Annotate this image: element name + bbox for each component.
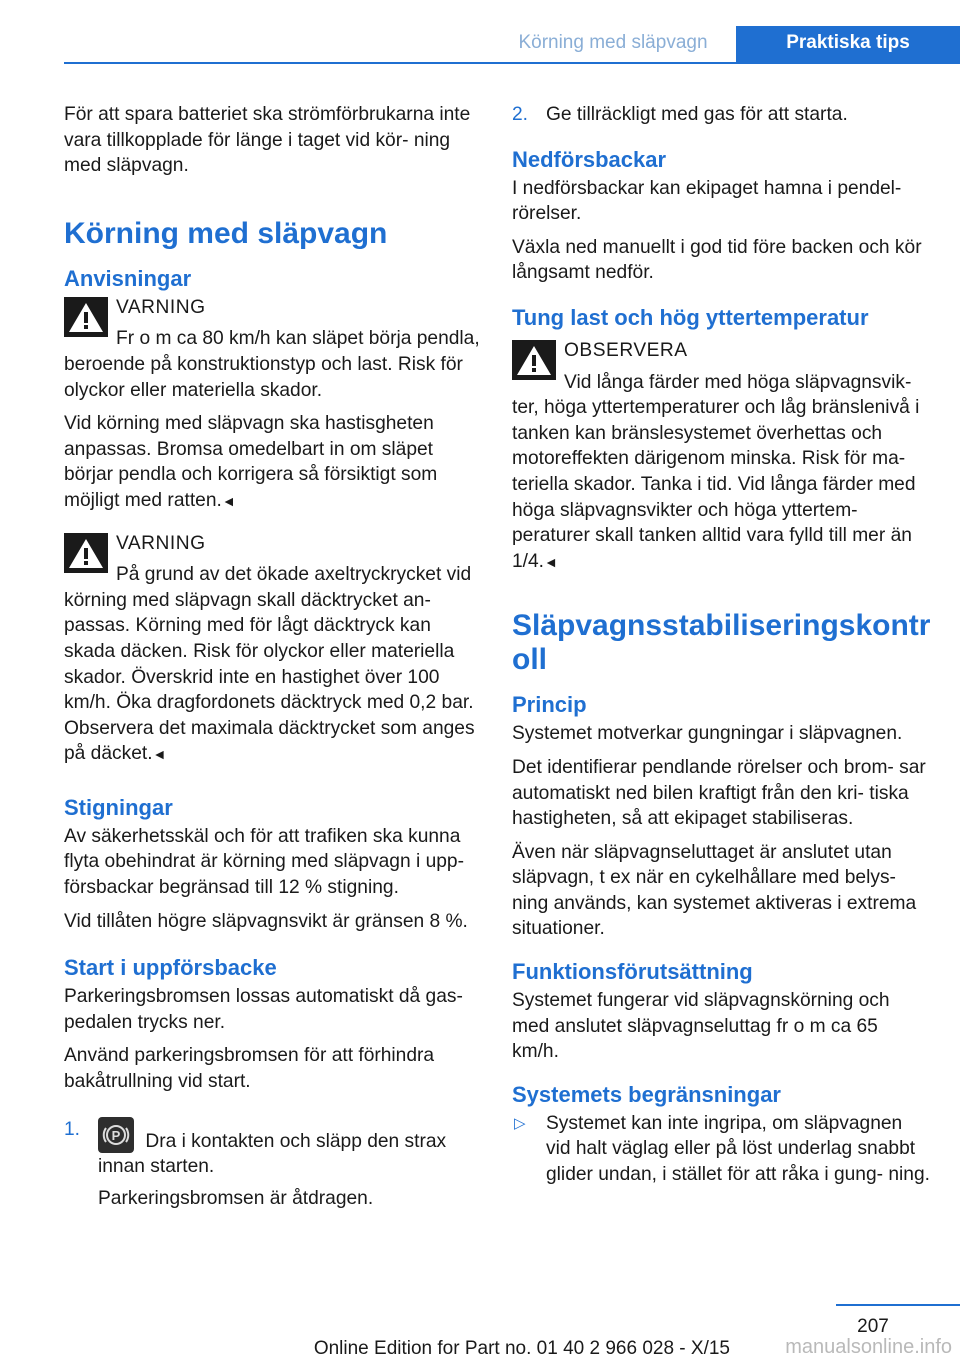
- header-rule: [64, 62, 960, 64]
- step-text: Dra i kontakten och släpp den strax innan starten.: [98, 1130, 447, 1178]
- step-text: Ge tillräckligt med gas för att starta.: [546, 104, 848, 125]
- section-heading: Körning med släpvagn: [64, 216, 388, 250]
- princip-paragraph-2: Det identifierar pendlande rörelser och brom- sar automatiskt ned bilen kraftigt från den kri- tiska hastigheten, så att ekipaget stabiliseras.: [512, 756, 926, 830]
- notice-title: OBSERVERA: [564, 339, 688, 361]
- footer-rule: [836, 1304, 960, 1306]
- subheading-begransningar: Systemets begränsningar: [512, 1081, 781, 1107]
- princip-paragraph-3: Även när släpvagnseluttaget är anslutet utan släpvagn, t ex när en cykelhållare med belys- ning används, kan systemet aktiveras i extrema situationer.: [512, 841, 917, 940]
- header-chapter-tab: Praktiska tips: [736, 26, 960, 64]
- step-number: 1.: [64, 1118, 81, 1140]
- section-heading: Släpvagnsstabiliseringskontr oll: [512, 609, 931, 677]
- watermark-text: manualsonline.info: [785, 1336, 952, 1358]
- princip-paragraph-1: Systemet motverkar gungningar i släpvagnen.: [512, 723, 903, 745]
- subheading-stigningar: Stigningar: [64, 794, 173, 820]
- subheading-start: Start i uppförsbacke: [64, 955, 277, 981]
- right-column: [512, 102, 930, 1196]
- subheading-funktion: Funktionsförutsättning: [512, 959, 753, 985]
- warning-triangle-icon: [64, 533, 108, 573]
- step-number: 2.: [512, 104, 529, 125]
- list-item-text: Systemet kan inte ingripa, om släpvagnen vid halt väglag eller på löst underlag snabbt glider undan, i stället för att råka i gung- ning.: [546, 1112, 930, 1186]
- intro-paragraph: För att spara batteriet ska strömförbrukarna inte vara tillkopplade för länge i taget vid kör- ning med släpvagn.: [64, 104, 471, 177]
- parking-brake-icon: [98, 1117, 134, 1153]
- list-item: [512, 1111, 930, 1188]
- page-header: [0, 0, 960, 64]
- warning-text: På grund av det ökade axeltryckrycket vid körning med släpvagn skall däcktrycket an- passas. Körning med för lågt däcktryck kan skada däcken. Risk för olyckor eller materiella skador. Överskrid inte en hastighet över 100 km/h. Öka dragfordonets däcktryck med 0,2 bar. Observera det maximala däcktrycket som anges på däcket.◄: [64, 564, 475, 765]
- stigningar-paragraph-1: Av säkerhetsskäl och för att trafiken ska kunna flyta obehindrat är körning med släpvagn i upp- försbackar begränsad till 12 % stigning.: [64, 825, 464, 899]
- step-1: [64, 1117, 482, 1212]
- subheading-princip: Princip: [512, 692, 587, 718]
- header-section-title: Körning med släpvagn: [518, 32, 708, 53]
- left-column: [64, 102, 482, 1219]
- notice-text: Vid långa färder med höga släpvagnsvik- ter, höga yttertemperaturer och låg bränslenivå i tanken kan bränslesystemet överhettas och motoreffekten därigenom minska. Risk för ma- teriella skador. Tanka i tid. Vid långa färder med höga släpvagnsvikter och höga yttertem- peraturer skall tanken alltid vara fylld till mer än 1/4.◄: [512, 371, 920, 572]
- page-number: 207: [857, 1316, 889, 1337]
- notice-triangle-icon: [512, 340, 556, 380]
- svg-text:P: P: [111, 1127, 121, 1143]
- nedfors-paragraph-1: I nedförsbackar kan ekipaget hamna i pendel- rörelser.: [512, 177, 902, 225]
- warning-continuation: Vid körning med släpvagn ska hastisgheten anpassas. Bromsa omedelbart in om släpet börjar pendla och korrigera så försiktigt som möjligt med ratten.◄: [64, 413, 438, 511]
- end-mark: ◄: [544, 553, 558, 570]
- stigningar-paragraph-2: Vid tillåten högre släpvagnsvikt är gränsen 8 %.: [64, 910, 468, 932]
- warning-triangle-icon: [64, 297, 108, 337]
- warning-text: Fr o m ca 80 km/h kan släpet börja pendla, beroende på konstruktionstyp och last. Risk för olyckor eller materiella skador.: [64, 328, 480, 401]
- step-subtext: Parkeringsbromsen är åtdragen.: [98, 1187, 374, 1209]
- bullet-triangle-icon: ▷: [514, 1114, 526, 1132]
- warning-title: VARNING: [116, 532, 206, 554]
- start-paragraph-1: Parkeringsbromsen lossas automatiskt då gas- pedalen trycks ner.: [64, 986, 463, 1033]
- step-2: [512, 102, 930, 128]
- end-mark: ◄: [221, 492, 236, 509]
- warning-block-1: [64, 295, 482, 403]
- edition-text: Online Edition for Part no. 01 40 2 966 028 - X/15: [313, 1338, 730, 1359]
- start-paragraph-2: Använd parkeringsbromsen för att förhindra bakåtrullning vid start.: [64, 1045, 435, 1093]
- nedfors-paragraph-2: Växla ned manuellt i god tid före backen och kör långsamt nedför.: [512, 236, 922, 284]
- subheading-nedforsbackar: Nedförsbackar: [512, 146, 667, 172]
- end-mark: ◄: [152, 746, 167, 763]
- subheading-tung-last: Tung last och hög yttertemperatur: [512, 304, 869, 330]
- notice-block: [512, 338, 930, 575]
- warning-block-2: [64, 531, 482, 768]
- subheading-anvisningar: Anvisningar: [64, 265, 192, 291]
- funktion-paragraph: Systemet fungerar vid släpvagnskörning och med anslutet släpvagnseluttag fr o m ca 65 km/h.: [512, 990, 890, 1063]
- warning-title: VARNING: [116, 296, 206, 318]
